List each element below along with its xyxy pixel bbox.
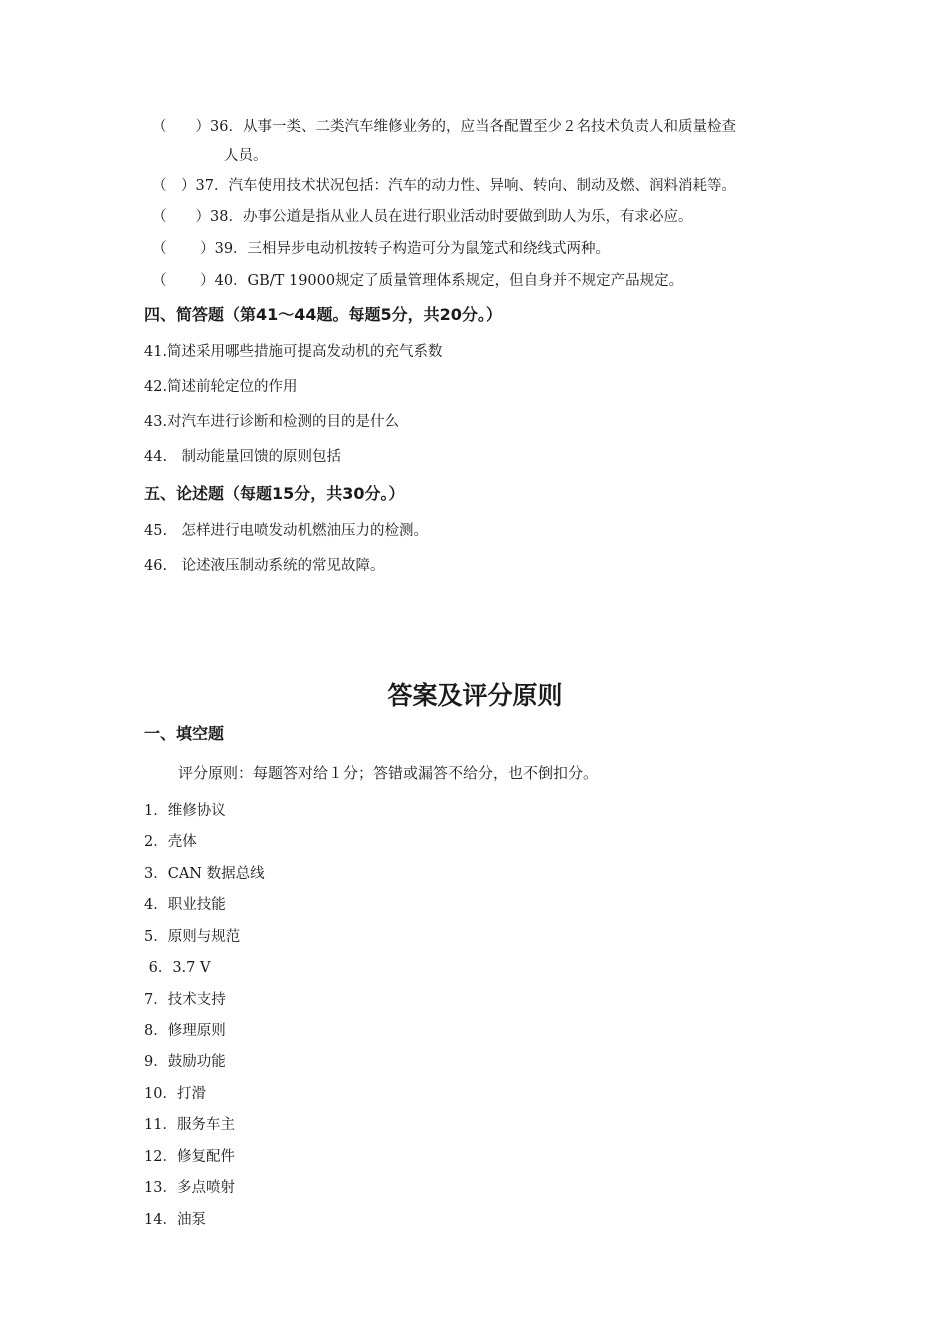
short-answer-item: 43.对汽车进行诊断和检测的目的是什么 [144,414,400,430]
answer-item: 7．技术支持 [144,992,226,1008]
answer-item: 11．服务车主 [144,1117,235,1133]
answer-item: 6．3.7 V [144,960,211,976]
tf-question-36 [152,117,736,137]
answer-item: 12．修复配件 [144,1149,235,1165]
question-text: 40．GB/T 19000规定了质量管理体系规定，但自身并不规定产品规定。 [214,273,684,289]
answer-paren: （ ） [152,119,210,135]
tf-question-39 [152,239,610,259]
answer-item: 8．修理原则 [144,1023,226,1039]
question-text: 36．从事一类、二类汽车维修业务的，应当各配置至少２名技术负责人和质量检查 [210,119,736,135]
short-answer-item: 41.简述采用哪些措施可提高发动机的充气系数 [144,344,443,360]
answer-paren: （ ） [152,273,215,289]
answer-item: 9．鼓励功能 [144,1054,226,1070]
answer-item: 3．CAN 数据总线 [144,866,265,882]
tf-question-40 [152,271,683,291]
tf-question-36-continuation: 人员。 [224,148,268,164]
tf-question-38 [152,207,692,227]
section-heading-short-answer: 四、简答题（第41～44题。每题5分，共20分。） [144,305,502,324]
answer-paren: （ ） [152,209,210,225]
question-text: 37．汽车使用技术状况包括：汽车的动力性、异响、转向、制动及燃、润料消耗等。 [195,178,736,194]
short-answer-item: 44. 制动能量回馈的原则包括 [144,449,342,465]
answer-item: 2．壳体 [144,834,197,850]
section-heading-fill-blank: 一、填空题 [144,724,225,743]
answer-item: 5．原则与规范 [144,929,241,945]
answer-paren: （ ） [152,241,215,257]
answers-title: 答案及评分原则 [387,681,563,710]
essay-item: 45. 怎样进行电喷发动机燃油压力的检测。 [144,523,429,539]
answer-item: 10．打滑 [144,1086,206,1102]
answer-item: 4．职业技能 [144,897,226,913]
tf-question-37 [152,176,736,196]
question-text: 39．三相异步电动机按转子构造可分为鼠笼式和绕线式两种。 [214,241,611,257]
scoring-rule: 评分原则：每题答对给１分；答错或漏答不给分，也不倒扣分。 [178,764,599,782]
essay-item: 46. 论述液压制动系统的常见故障。 [144,558,385,574]
section-heading-essay: 五、论述题（每题15分，共30分。） [144,484,405,503]
short-answer-item: 42.简述前轮定位的作用 [144,379,298,395]
answer-item: 13．多点喷射 [144,1180,235,1196]
answer-item: 1．维修协议 [144,803,226,819]
answer-paren: （ ） [152,178,196,194]
answer-item: 14．油泵 [144,1212,206,1228]
question-text: 38．办事公道是指从业人员在进行职业活动时要做到助人为乐，有求必应。 [210,209,693,225]
